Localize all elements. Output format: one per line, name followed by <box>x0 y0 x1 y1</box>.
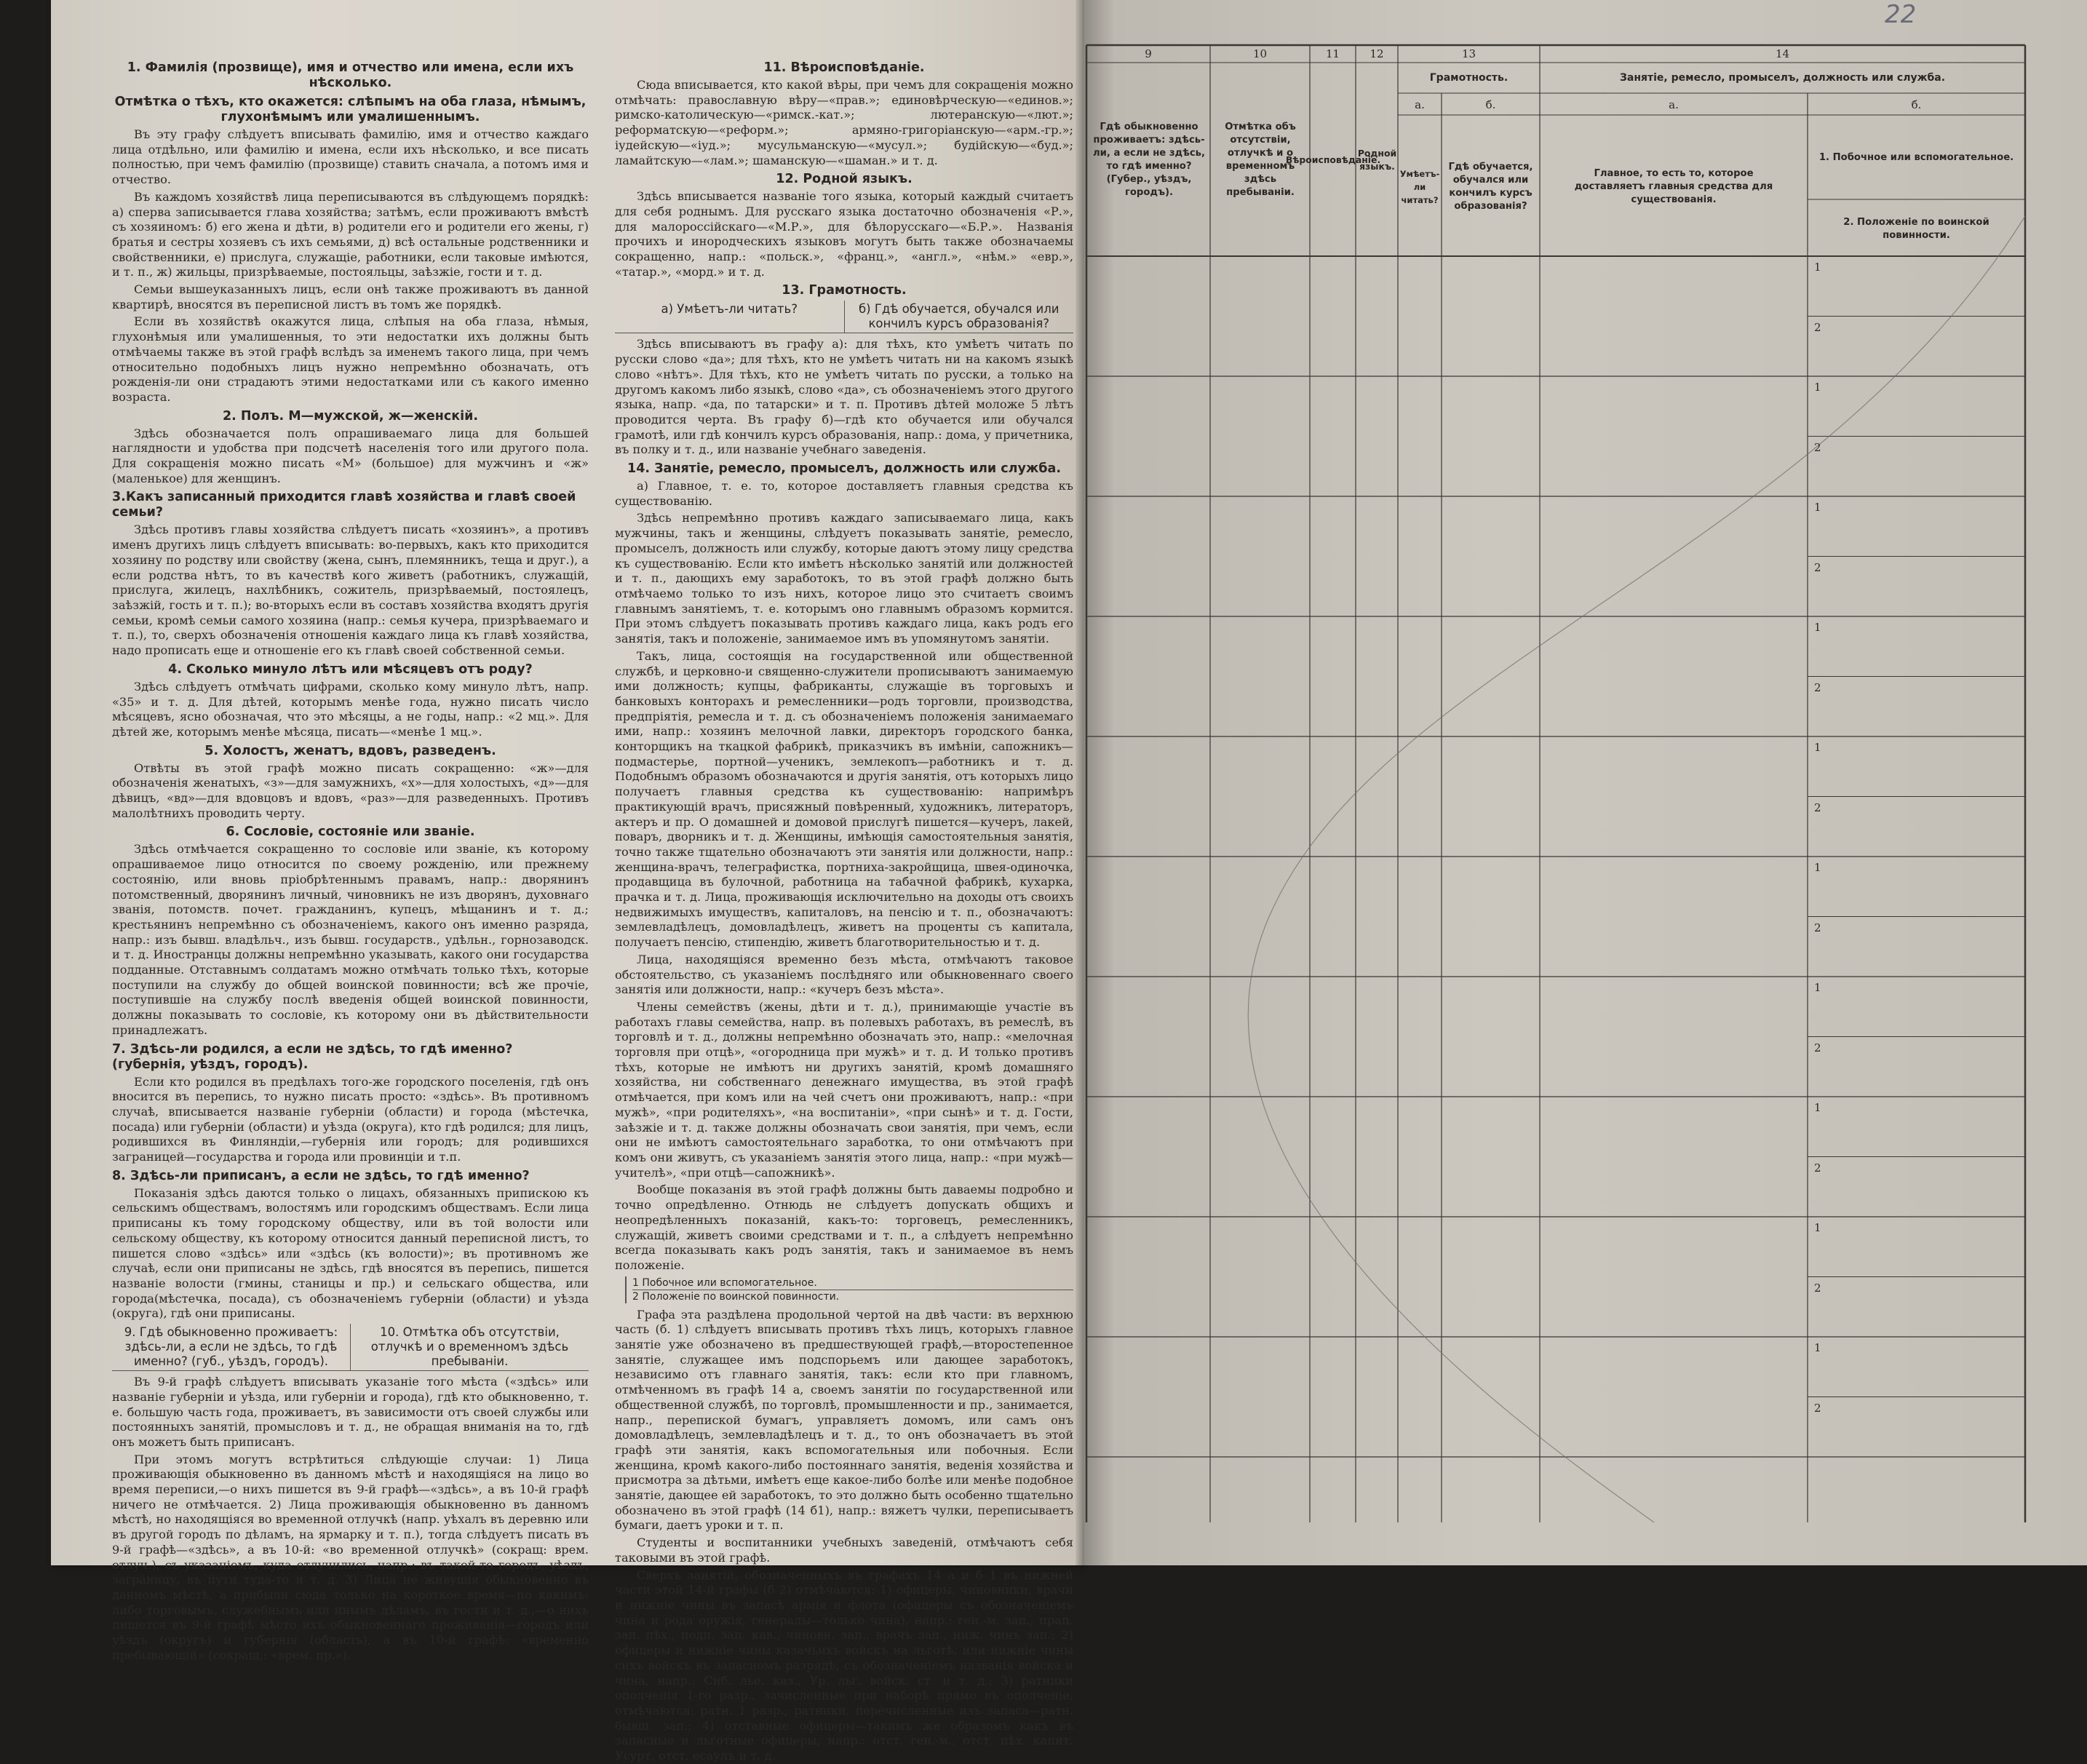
row-mark: 2 <box>1814 921 1821 934</box>
row-mark: 2 <box>1814 1041 1821 1054</box>
table-grid <box>1086 45 2025 1522</box>
split-heading-part: б) Гдѣ обучается, обучался или кончилъ курсъ образованія? <box>844 301 1074 333</box>
split-heading-part: а) Умѣетъ-ли читать? <box>661 302 798 317</box>
row-mark: 2 <box>1814 560 1821 574</box>
header-military-status: 2. Положеніе по воинской повинности. <box>1843 217 1989 241</box>
instruction-paragraph: Графа эта раздѣлена продольной чертой на двѣ части: въ верхнюю часть (б. 1) слѣдуетъ вписывать противъ тѣхъ лицъ, которыхъ главное занятіе уже обозначено въ предшествующей графѣ,—второстепенное занятіе, служащее имъ подспорьемъ или дающее заработокъ, независимо отъ главнаго занятія, такъ: если кто при главномъ, отмѣченномъ въ графѣ 14 а, своемъ занятіи по государственной или общественной службѣ, по торговлѣ, промышленности и пр., занимается, напр., перепиской бумагъ, управляетъ домомъ, или самъ онъ домовладѣлецъ, землевладѣлецъ и т. д., то онъ обозначаетъ въ этой графѣ эти занятія, какъ вспомогательныя или побочныя. Если женщина, кромѣ какого-либо постояннаго занятія, веденія хозяйства и присмотра за дѣтьми, имѣетъ еще какое-либо болѣе или менѣе подобное занятіе, дающее ей заработокъ, то это должно быть особенно тщательно обозначено въ этой графѣ (14 б1), напр.: вяжетъ чулки, переписываетъ бумаги, даетъ уроки и т. п. <box>615 1307 1073 1533</box>
section-heading: 4. Сколько минуло лѣтъ или мѣсяцевъ отъ роду? <box>168 662 533 677</box>
section-heading: 8. Здѣсь-ли приписанъ, а если не здѣсь, то гдѣ именно? <box>112 1168 530 1183</box>
row-mark: 2 <box>1814 1161 1821 1175</box>
instruction-paragraph: Здѣсь противъ главы хозяйства слѣдуетъ писать «хозяинъ», а противъ именъ другихъ лицъ слѣдуетъ вписывать: во-первыхъ, какъ кто приходится хозяину по родству или свойству (жена, сынъ, племянникъ, теща и друг.), а если родства нѣтъ, то въ качествѣ кого живетъ (работникъ, служащій, прислуга, жилецъ, нахлѣбникъ, сожитель, призрѣваемый, постоялецъ, заѣзжій, гость и т. п.); во-вторыхъ если въ составъ хозяйства входятъ другія семьи, кромѣ семьи самого хозяина (напр.: семья кучера, призрѣваемаго и т. п.), то, сверхъ обозначенія отношенія каждаго лица къ главѣ хозяйства, надо прописать еще и отношеніе его къ главѣ своей собственной семьи. <box>112 523 589 658</box>
row-mark: 1 <box>1814 261 1821 274</box>
header-education: Гдѣ обучается, обучался или кончилъ курсъ образованія? <box>1448 162 1533 212</box>
header-literacy: Грамотность. <box>1429 72 1508 84</box>
row-mark: 1 <box>1814 621 1821 634</box>
instruction-paragraph: Отвѣты въ этой графѣ можно писать сокращенно: «ж»—для обозначенія женатыхъ, «з»—для замужнихъ, «х»—для холостыхъ, «д»—для дѣвицъ, «вд»—для вдовцовъ и вдовъ, «раз»—для разведенныхъ. Противъ малолѣтнихъ проводить черту. <box>112 760 589 820</box>
split-heading <box>615 301 1073 333</box>
section-heading: 13. Грамотность. <box>782 283 907 298</box>
row-mark: 2 <box>1814 1281 1821 1295</box>
instruction-paragraph: Въ 9-й графѣ слѣдуетъ вписывать указаніе того мѣста («здѣсь» или названіе губерніи и уѣзда, или губерніи и города), гдѣ кто обыкновенно, т. е. большую часть года, проживаетъ, въ зависимости отъ своей службы или постоянныхъ занятій, промысловъ и т. д., не обращая вниманія на то, гдѣ онъ можетъ быть приписанъ. <box>112 1375 589 1449</box>
instruction-paragraph: При этомъ могутъ встрѣтиться слѣдующіе случаи: 1) Лица проживающія обыкновенно въ данномъ мѣстѣ и находящіяся на лицо во время переписи,—о нихъ пишется въ 9-й графѣ—«здѣсь», а въ 10-й графѣ ничего не отмѣчается. 2) Лица проживающія обыкновенно въ данномъ мѣстѣ, но находящіяся во временной отлучкѣ (напр. уѣхалъ въ деревню или въ другой городъ по дѣламъ, на ярмарку и т. п.), тогда слѣдуетъ писать въ 9-й графѣ—«здѣсь», а въ 10-й: «во временной отлучкѣ» (сокращ: врем. отлуч.), съ указаніемъ, куда отлучились, напр.: въ такой-то городъ, уѣздъ, заграницу, въ пути туда-то и т. д. 3) Лица не живущія обыкновенно въ данномъ мѣстѣ, а прибыли сюда только на короткое время—по какимъ-либо торговымъ, служебнымъ или инымъ дѣламъ, въ гости и т. д.,—о нихъ пишется въ 9-й графѣ мѣсто ихъ обыкновеннаго проживанія—городъ или уѣздъ (округъ) и губернія (область), а въ 10-й графѣ: «временно пребывающій» (сокращ.: «врем. пр.»). <box>112 1452 589 1662</box>
header-native-language: Родной языкъ. <box>1357 148 1397 172</box>
section-heading: 5. Холостъ, женатъ, вдовъ, разведенъ. <box>204 743 496 758</box>
instruction-paragraph: Семьи вышеуказанныхъ лицъ, если онѣ также проживаютъ въ данной квартирѣ, вносятся въ переписной листъ въ томъ же порядкѣ. <box>112 282 589 311</box>
sub-options <box>625 1276 1073 1303</box>
header-usual-residence: Гдѣ обыкновенно проживаетъ: здѣсь-ли, а если не здѣсь, то гдѣ именно? (Губер., уѣздъ, городъ). <box>1092 122 1206 198</box>
instruction-paragraph: Показанія здѣсь даются только о лицахъ, обязанныхъ припискою къ сельскимъ обществамъ, волостямъ или городскимъ обществамъ. Если лица приписаны къ тому городскому обществу, или въ той волости или сельскому обществу, къ которому относится данный переписной листъ, то пишется слово «здѣсь» или «здѣсь (къ волости)»; въ противномъ же случаѣ, если они приписаны не здѣсь, гдѣ вносятся въ перепись, пишется названіе волости (гмины, станицы и пр.) и сельскаго общества, или города(мѣстечка, посада), съ обозначеніемъ губерніи (области) и уѣзда (округа), гдѣ они приписаны. <box>112 1185 589 1321</box>
instruction-paragraph: Здѣсь непремѣнно противъ каждаго записываемаго лица, какъ мужчины, такъ и женщины, слѣдуетъ показывать занятіе, ремесло, промыселъ, должность или службу, которые даютъ этому лицу средства къ существованію. Если кто имѣетъ нѣсколько занятій или должностей и т. п., дающихъ ему заработокъ, то въ этой графѣ должно быть отмѣчаемо только то изъ нихъ, которое лицо это считаетъ своимъ главнымъ занятіемъ, т. е. которымъ оно главнымъ образомъ кормится. При этомъ слѣдуетъ показывать противъ каждаго лица, какъ родъ его занятія, такъ и положеніе, занимаемое имъ въ упомянутомъ занятіи. <box>615 511 1073 646</box>
row-mark: 1 <box>1814 501 1821 514</box>
instruction-paragraph: Въ эту графу слѣдуетъ вписывать фамилію, имя и отчество каждаго лица отдѣльно, или фамилію и имена, если ихъ нѣсколько, и все писать полностью, при чемъ фамилію (прозвище) ставить сначала, а потомъ имя и отчество. <box>112 127 589 187</box>
header-occupation-a-letter: а. <box>1669 98 1679 111</box>
instruction-paragraph: Такъ, лица, состоящія на государственной или общественной службѣ, и церковно-и священно-служители прописываютъ занимаемую ими должность; купцы, фабриканты, служащіе въ торговыхъ и банковыхъ конторахъ и ремесленники—родъ торговли, производства, предпріятія, ремесла и т. д. съ обозначеніемъ положенія занимаемаго ими, напр.: хозяинъ мелочной лавки, директоръ городского банка, конторщикъ на ткацкой фабрикѣ, приказчикъ въ имѣніи, сапожникъ—подмастерье, портной—ученикъ, землекопъ—работникъ и т. д. Подобнымъ образомъ обозначаются и другія занятія, отъ которыхъ лицо получаетъ главныя средства къ существованію: напримѣръ практикующій врачъ, присяжный повѣренный, художникъ, литераторъ, актеръ и пр. О домашней и домовой прислугѣ пишется—кучеръ, лакей, поваръ, дворникъ и т. д. Женщины, имѣющія самостоятельныя занятія, точно также тщательно обозначаютъ эти занятія или должности, напр.: женщина-врачъ, телеграфистка, портниха-закройщица, швея-одиночка, продавщица въ булочной, работница на табачной фабрикѣ, кухарка, прачка и т. д. Лица, проживающія исключительно на доходы отъ своихъ недвижимыхъ имуществъ, капиталовъ, на пенсію и т. п., обозначаютъ: землевладѣлецъ, домовладѣлецъ, живетъ на проценты съ капитала, получаетъ пенсію, стипендію, живетъ благотворительностью и т. д. <box>615 648 1073 950</box>
instruction-paragraph: Если въ хозяйствѣ окажутся лица, слѣпыя на оба глаза, нѣмыя, глухонѣмыя или умалишенныя, то эти недостатки ихъ должны быть отмѣчаемы также въ этой графѣ вслѣдъ за именемъ такого лица, при чемъ относительно подобныхъ лицъ нужно непремѣнно обозначать, отъ рожденія-ли они страдаютъ этими недостатками или съ какого именно возраста. <box>112 314 589 404</box>
instruction-paragraph: Здѣсь слѣдуетъ отмѣчать цифрами, сколько кому минуло лѣтъ, напр. «35» и т. д. Для дѣтей, которымъ менѣе года, нужно писать число мѣсяцевъ, ясно обозначая, что это мѣсяцы, а не годы, напр.: «2 мц.». Для дѣтей же, которымъ менѣе мѣсяца, писать—«менѣе 1 мц.». <box>112 679 589 739</box>
handwritten-page-number: 22 <box>1885 0 1917 29</box>
section-heading: 3.Какъ записанный приходится главѣ хозяйства и главѣ своей семьи? <box>112 490 576 520</box>
row-mark: 2 <box>1814 800 1821 814</box>
section-heading: Отмѣтка о тѣхъ, кто окажется: слѣпымъ на оба глаза, нѣмымъ, глухонѣмымъ или умалишеннымъ. <box>114 95 587 124</box>
split-heading <box>112 1324 589 1371</box>
instructions-column-2 <box>615 57 1073 1763</box>
left-page-instructions <box>51 0 1084 1763</box>
section-heading: 2. Полъ. М—мужской, ж—женскій. <box>222 408 479 424</box>
row-mark: 1 <box>1814 981 1821 994</box>
section-heading: 12. Родной языкъ. <box>776 172 913 187</box>
row-mark: 1 <box>1814 1221 1821 1234</box>
instruction-paragraph: Сюда вписывается, кто какой вѣры, при чемъ для сокращенія можно отмѣчать: православную вѣру—«прав.»; единовѣрческую—«единов.»; римско-католическую—«римск.-кат.»; лютеранскую—«лют.»; реформатскую—«реформ.»; армяно-григоріанскую—«арм.-гр.»; іудейскую—«іуд.»; мусульманскую—«мусул.»; будійскую—«буд.»; ламайтскую—«лам.»; шаманскую—«шаман.» и т. д. <box>615 78 1073 167</box>
header-main-occupation: Главное, то есть то, которое доставляетъ главныя средства для существованія. <box>1574 168 1773 205</box>
instruction-paragraph: Члены семействъ (жены, дѣти и т. д.), принимающіе участіе въ работахъ главы семейства, напр. въ полевыхъ работахъ, въ ремеслѣ, въ торговлѣ и т. д., должны непремѣнно обозначать это, напр.: «мелочная торговля при отцѣ», «огородница при мужѣ» и т. д. И только противъ тѣхъ, которые не имѣютъ ни другихъ занятій, кромѣ домашняго хозяйства, ни собственнаго денежнаго имущества, въ этой графѣ отмѣчается, при комъ или на чей счетъ они проживаютъ, напр.: «при мужѣ», «при родителяхъ», «на воспитаніи», «при сынѣ» и т. д. Гости, заѣзжіе и т. д. также должны обозначать свои занятія, при чемъ, если они не имѣютъ самостоятельнаго заработка, то они отмѣчаютъ при комъ они живутъ, съ указаніемъ занятія этого лица, напр.: «при мужѣ—учителѣ», «при отцѣ—сапожникѣ». <box>615 999 1073 1180</box>
section-heading: 6. Сословіе, состояніе или званіе. <box>226 825 475 840</box>
row-mark: 2 <box>1814 680 1821 694</box>
instruction-paragraph: Здѣсь отмѣчается сокращенно то сословіе или званіе, къ которому опрашиваемое лицо относится по своему рожденію, или прежнему состоянію, или вновь пріобрѣтеннымъ правамъ, напр.: дворянинъ потомственный, дворянинъ личный, чиновникъ не изъ дворянъ, духовнаго званія, потомств. почет. гражданинъ, купецъ, мѣщанинъ и т. д.; крестьянинъ непремѣнно съ обозначеніемъ, какого онъ именно разряда, напр.: изъ бывш. владѣльч., изъ бывш. государств., удѣльн., горнозаводск. и т. д. Иностранцы должны непремѣнно указывать, какого они государства подданные. Отставнымъ солдатамъ можно отмѣчать только тѣхъ, которые поступили на службу до общей воинской повинности; всѣ же прочіе, поступившіе на службу послѣ введенія общей воинской повинности, должны показывать то сословіе, къ которому они въ дѣйствительности принадлежатъ. <box>112 842 589 1037</box>
row-mark: 2 <box>1814 440 1821 454</box>
sub-option: 2 Положеніе по воинской повинности. <box>632 1290 1073 1303</box>
col-number-14: 14 <box>1775 47 1790 60</box>
instruction-paragraph: Если кто родился въ предѣлахъ того-же городского поселенія, гдѣ онъ вносится въ перепись, то нужно писать просто: «здѣсь». Въ противномъ случаѣ, вписывается названіе губерніи (области) и города (мѣстечка, посада) или губерніи (области) и уѣзда (округа), кто гдѣ родился; для лицъ, родившихся въ Финляндіи,—губернія или городъ; для родившихся заграницей—государства и города или провинціи и т.п. <box>112 1074 589 1164</box>
col-number-12: 12 <box>1370 47 1384 60</box>
row-mark: 1 <box>1814 741 1821 754</box>
census-table <box>1086 45 2025 1522</box>
header-can-read: Умѣетъ-ли читать? <box>1399 169 1440 205</box>
instruction-paragraph: Студенты и воспитанники учебныхъ заведеній, отмѣчаютъ себя таковыми въ этой графѣ. <box>615 1535 1073 1565</box>
section-heading: 14. Занятіе, ремесло, промыселъ, должность или служба. <box>627 461 1061 477</box>
row-mark: 2 <box>1814 320 1821 334</box>
header-occupation-b-letter: б. <box>1911 98 1922 111</box>
header-occupation: Занятіе, ремесло, промыселъ, должность или служба. <box>1619 72 1946 84</box>
row-mark: 1 <box>1814 1341 1821 1354</box>
col-number-13: 13 <box>1461 47 1476 60</box>
split-heading-part: 10. Отмѣтка объ отсутствіи, отлучкѣ и о временномъ здѣсь пребываніи. <box>350 1324 589 1370</box>
instruction-paragraph: Сверхъ занятій, обозначенныхъ въ графахъ 14 а и б 1 въ нижней части этой 14-й графы (б 2) отмѣчаются: 1) офицеры, чиновники, врачи и нижніе чины въ запасѣ армія и флота (офицеры съ обозначеніемъ чина и рода оружія, генералы—только чина), напр.: ген.-м. зап., прап. зап. пѣх., подп. зап. кав., чиновн. зап., врачъ зап., ниж. чинъ зап.; 2) офицеры и нижніе чины казачьихъ войскъ на льготѣ, или нижніе чины сихъ войскъ въ запасномъ разрядѣ, съ обозначеніемъ названія войска и чина, напр.: Сиб. лье. каз., Ур. льг. войск. ст. и т. д.; 3) ратники ополченія 1-го разр., зачисленные при наборѣ прямо въ ополченіе, отмѣчаются: ратн. 1 разр.; ратники, перечисленные изъ запаса—ратн. бывш. зап.; 4) отставные офицеры—такимъ же образомъ какъ въ запасные и льготные офицеры, напр.: отст. ген.-м., отст. пѣх. капит. Усурт. отст. есаулъ и т. д. <box>615 1568 1073 1763</box>
header-secondary-occupation: 1. Побочное или вспомогательное. <box>1818 152 2014 163</box>
instruction-paragraph: Лица, находящіяся временно безъ мѣста, отмѣчаютъ таковое обстоятельство, съ указаніемъ послѣдняго или обыкновеннаго своего занятія или должности, напр.: «кучеръ безъ мѣста». <box>615 952 1073 997</box>
header-absence-note: Отмѣтка объ отсутствіи, отлучкѣ и о временномъ здѣсь пребываніи. <box>1225 122 1296 198</box>
header-literacy-a-letter: а. <box>1415 98 1425 111</box>
instruction-paragraph: Здѣсь вписываютъ въ графу а): для тѣхъ, кто умѣетъ читать по русски слово «да»; для тѣхъ, кто не умѣетъ читать ни на какомъ языкѣ слово «нѣтъ». Для тѣхъ, кто не умѣетъ читать по русски, а только на другомъ какомъ либо языкѣ, слово «да», съ обозначеніемъ этого другого языка, напр. «да, по татарски» и т. п. Противъ дѣтей моложе 5 лѣтъ проводится черта. Въ графу б)—гдѣ кто обучается или обучался грамотѣ, или гдѣ кончилъ курсъ образованія, напр.: дома, у причетника, въ полку и т. д., или названіе учебнаго заведенія. <box>615 337 1073 457</box>
section-heading: 11. Вѣроисповѣданіе. <box>763 60 925 75</box>
row-mark: 1 <box>1814 861 1821 874</box>
row-mark: 1 <box>1814 1101 1821 1114</box>
header-literacy-b-letter: б. <box>1485 98 1496 111</box>
col-number-10: 10 <box>1252 47 1268 60</box>
instructions-column-1 <box>112 57 589 1662</box>
instruction-paragraph: Вообще показанія въ этой графѣ должны быть даваемы подробно и точно опредѣленно. Отнюдь не слѣдуетъ допускать общихъ и неопредѣленныхъ показаній, какъ-то: торговецъ, ремесленникъ, служащій, живетъ своими средствами и т. п., а слѣдуетъ непремѣнно всегда показывать какъ родъ занятія, такъ и занимаемое въ немъ положеніе. <box>615 1183 1073 1272</box>
sub-option: 1 Побочное или вспомогательное. <box>632 1276 817 1289</box>
instruction-paragraph: Здѣсь обозначается полъ опрашиваемаго лица для большей наглядности и удобства при подсчетѣ населенія того или другого пола. Для сокращенія можно писать «М» (большое) для мужчинъ и «ж» (маленькое) для женщинъ. <box>112 426 589 485</box>
section-heading: 7. Здѣсь-ли родился, а если не здѣсь, то гдѣ именно? (губернія, уѣздъ, городъ). <box>112 1041 513 1072</box>
instruction-paragraph: Въ каждомъ хозяйствѣ лица переписываются въ слѣдующемъ порядкѣ: а) сперва записывается глава хозяйства; затѣмъ, если проживаютъ вмѣстѣ съ хозяиномъ: б) его жена и дѣти, в) родители его и родители его жены, г) братья и сестры хозяевъ съ ихъ семьями, д) всѣ остальные родственники и свойственники, е) прислуга, служащіе, работники, если таковые имѣются, и т. п., ж) жильцы, призрѣваемые, постояльцы, заѣзжіе, гости и т. д. <box>112 189 589 279</box>
row-mark: 1 <box>1814 381 1821 394</box>
pencil-cross-out-line <box>1248 216 2025 1522</box>
instruction-paragraph: Здѣсь вписывается названіе того языка, который каждый считаетъ для себя роднымъ. Для русскаго языка достаточно обозначенія «Р.», для малороссійскаго—«М.Р.», для бѣлорусскаго—«Б.Р.». Названія прочихъ и инородческихъ языковъ могутъ быть также обозначаемы сокращенно, напр.: «польск.», «франц.», «англ.», «нѣм.» «евр.», «татар.», «морд.» и т. д. <box>615 189 1073 279</box>
row-mark: 2 <box>1814 1401 1821 1415</box>
col-number-9: 9 <box>1145 47 1152 60</box>
split-heading-part: 9. Гдѣ обыкновенно проживаетъ: здѣсь-ли, а если не здѣсь, то гдѣ именно? (губ., уѣздъ, городъ). <box>124 1325 338 1369</box>
header-religion: Вѣроисповѣданіе. <box>1285 154 1381 165</box>
col-number-11: 11 <box>1325 47 1340 60</box>
instruction-paragraph: а) Главное, т. е. то, которое доставляетъ главныя средства къ существованію. <box>615 479 1073 508</box>
section-heading: 1. Фамилія (прозвище), имя и отчество или имена, если ихъ нѣсколько. <box>127 60 574 90</box>
